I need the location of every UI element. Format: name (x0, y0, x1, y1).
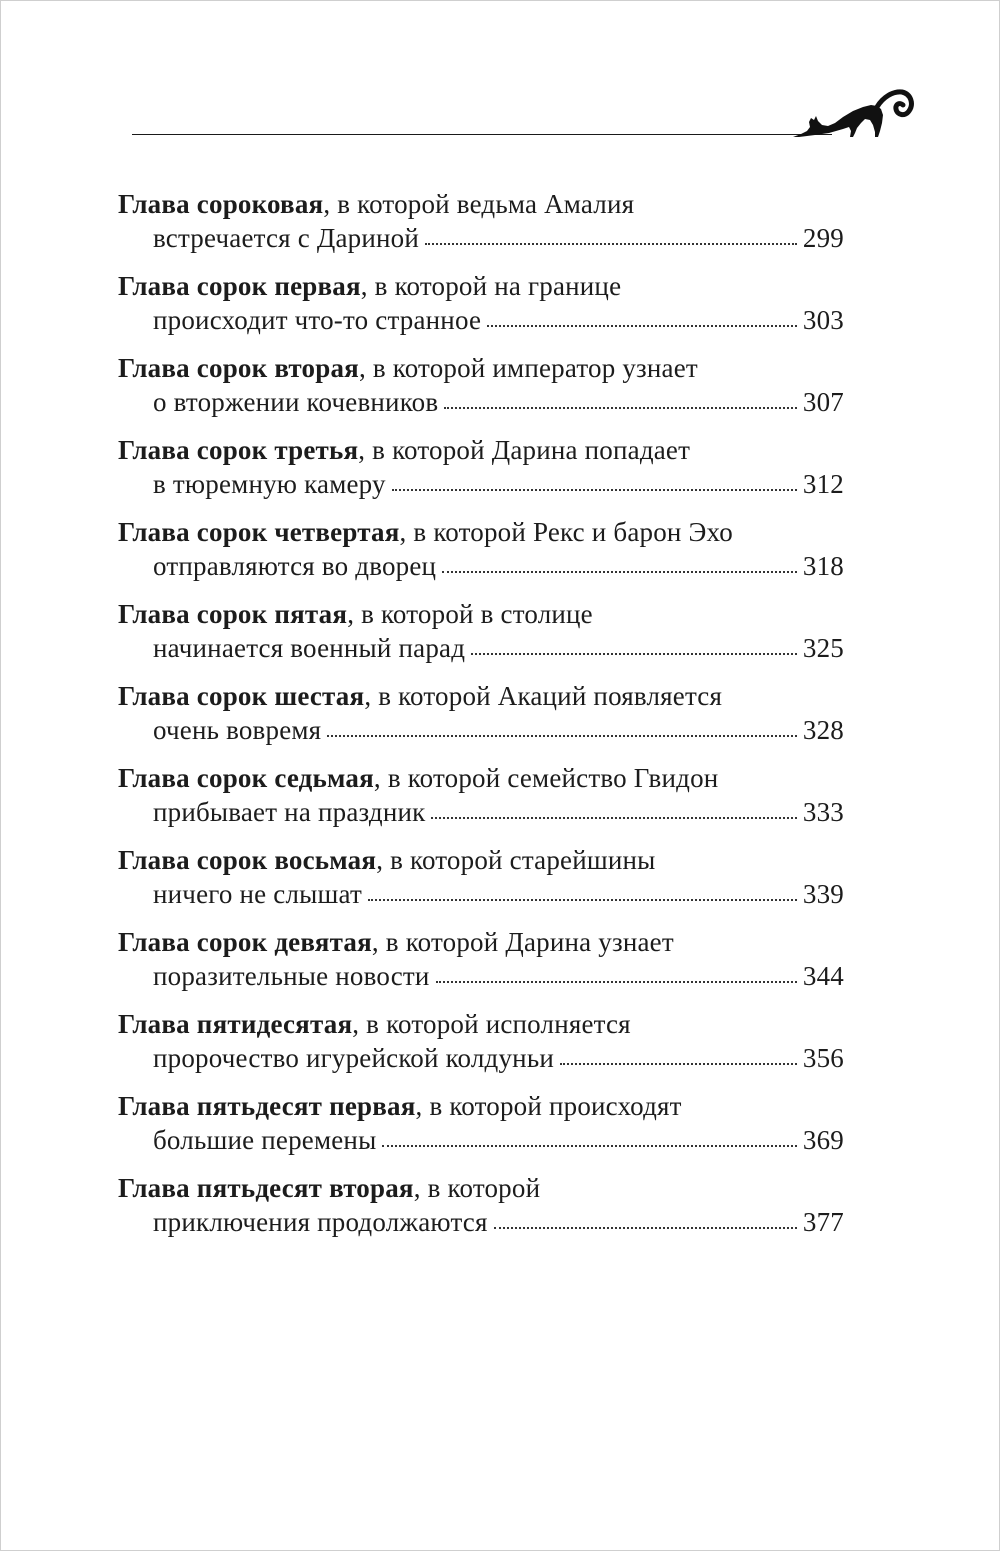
toc-entry-heading (118, 597, 844, 631)
chapter-description-continued: начинается военный парад (153, 633, 466, 663)
page-number: 356 (802, 1043, 844, 1073)
toc-entry[interactable] (118, 1007, 844, 1089)
toc-entry[interactable] (118, 433, 844, 515)
dot-leader (444, 391, 797, 411)
dot-leader (327, 719, 797, 739)
toc-entry[interactable] (118, 925, 844, 1007)
chapter-description-continued: отправляются во дворец (153, 551, 437, 581)
toc-entry-continuation (118, 549, 844, 583)
page-number: 377 (802, 1207, 844, 1237)
page-number: 299 (802, 223, 844, 253)
toc-entry-heading (118, 679, 844, 713)
dot-leader (494, 1211, 797, 1231)
toc-entry-continuation (118, 467, 844, 501)
chapter-description: , в которой Дарина узнает (371, 927, 674, 957)
dot-leader (368, 883, 797, 903)
chapter-description: , в которой старейшины (376, 845, 656, 875)
chapter-description: , в которой (413, 1173, 541, 1203)
toc-entry-continuation (118, 631, 844, 665)
toc-entry-heading (118, 269, 844, 303)
chapter-description: , в которой на границе (360, 271, 622, 301)
toc-entry-continuation (118, 1205, 844, 1239)
toc-entry-continuation (118, 1123, 844, 1157)
toc-entry[interactable] (118, 1089, 844, 1171)
chapter-description: , в которой Дарина попадает (358, 435, 691, 465)
chapter-description-continued: встречается с Дариной (153, 223, 420, 253)
chapter-description: , в которой семейство Гвидон (373, 763, 719, 793)
chapter-title: Глава сорок седьмая (118, 763, 374, 793)
toc-entry[interactable] (118, 1171, 844, 1253)
toc-entry[interactable] (118, 187, 844, 269)
page-number: 369 (802, 1125, 844, 1155)
chapter-title: Глава пятьдесят вторая (118, 1173, 414, 1203)
page-number: 303 (802, 305, 844, 335)
page-number: 318 (802, 551, 844, 581)
toc-entry-heading (118, 1007, 844, 1041)
chapter-description: , в которой в столице (347, 599, 593, 629)
toc-entry-continuation (118, 385, 844, 419)
toc-entry-continuation (118, 713, 844, 747)
dot-leader (471, 637, 797, 657)
toc-entry[interactable] (118, 597, 844, 679)
toc-entry-heading (118, 1089, 844, 1123)
toc-entry[interactable] (118, 843, 844, 925)
toc-entry-continuation (118, 303, 844, 337)
chapter-title: Глава пятьдесят первая (118, 1091, 416, 1121)
toc-entry-heading (118, 843, 844, 877)
toc-entry-heading (118, 351, 844, 385)
toc-entry-continuation (118, 795, 844, 829)
chapter-description-continued: очень вовремя (153, 715, 322, 745)
chapter-title: Глава сороковая (118, 189, 324, 219)
chapter-description: , в которой император узнает (358, 353, 698, 383)
chapter-title: Глава сорок восьмая (118, 845, 377, 875)
chapter-title: Глава сорок третья (118, 435, 359, 465)
toc-entry-heading (118, 761, 844, 795)
toc-entry-heading (118, 187, 844, 221)
chapter-description: , в которой исполняется (352, 1009, 631, 1039)
chapter-description: , в которой происходят (415, 1091, 682, 1121)
toc-entry-continuation (118, 1041, 844, 1075)
dot-leader (436, 965, 797, 985)
chapter-description: , в которой Рекс и барон Эхо (399, 517, 733, 547)
toc-entry-heading (118, 433, 844, 467)
chapter-title: Глава сорок вторая (118, 353, 359, 383)
dot-leader (560, 1047, 797, 1067)
header-rule (132, 134, 832, 135)
chapter-description-continued: ничего не слышат (153, 879, 362, 909)
page-number: 339 (802, 879, 844, 909)
page-number: 333 (802, 797, 844, 827)
chapter-title: Глава сорок пятая (118, 599, 348, 629)
page-number: 328 (802, 715, 844, 745)
toc-entry[interactable] (118, 269, 844, 351)
toc-entry[interactable] (118, 679, 844, 761)
table-of-contents (118, 187, 844, 1253)
toc-entry[interactable] (118, 761, 844, 843)
dot-leader (487, 309, 797, 329)
cat-silhouette-icon (791, 87, 917, 143)
dot-leader (382, 1129, 796, 1149)
toc-entry-heading (118, 1171, 844, 1205)
toc-entry[interactable] (118, 515, 844, 597)
chapter-description-continued: прибывает на праздник (153, 797, 426, 827)
toc-entry-continuation (118, 221, 844, 255)
chapter-title: Глава сорок девятая (118, 927, 372, 957)
chapter-title: Глава сорок шестая (118, 681, 365, 711)
chapter-title: Глава сорок первая (118, 271, 361, 301)
chapter-description-continued: поразительные новости (153, 961, 430, 991)
toc-entry-continuation (118, 959, 844, 993)
chapter-title: Глава сорок четвертая (118, 517, 400, 547)
chapter-description-continued: о вторжении кочевников (153, 387, 439, 417)
page-number: 307 (802, 387, 844, 417)
chapter-description-continued: приключения продолжаются (153, 1207, 488, 1237)
toc-entry[interactable] (118, 351, 844, 433)
page-number: 344 (802, 961, 844, 991)
chapter-description: , в которой ведьма Амалия (323, 189, 635, 219)
dot-leader (392, 473, 797, 493)
dot-leader (425, 227, 797, 247)
page-number: 312 (802, 469, 844, 499)
toc-entry-continuation (118, 877, 844, 911)
chapter-title: Глава пятидесятая (118, 1009, 353, 1039)
chapter-description-continued: в тюремную камеру (153, 469, 386, 499)
page-number: 325 (802, 633, 844, 663)
chapter-description-continued: большие перемены (153, 1125, 377, 1155)
toc-entry-heading (118, 515, 844, 549)
chapter-description-continued: пророчество игурейской колдуньи (153, 1043, 554, 1073)
dot-leader (431, 801, 796, 821)
chapter-description: , в которой Акаций появляется (364, 681, 723, 711)
chapter-description-continued: происходит что-то странное (153, 305, 482, 335)
toc-entry-heading (118, 925, 844, 959)
dot-leader (442, 555, 797, 575)
